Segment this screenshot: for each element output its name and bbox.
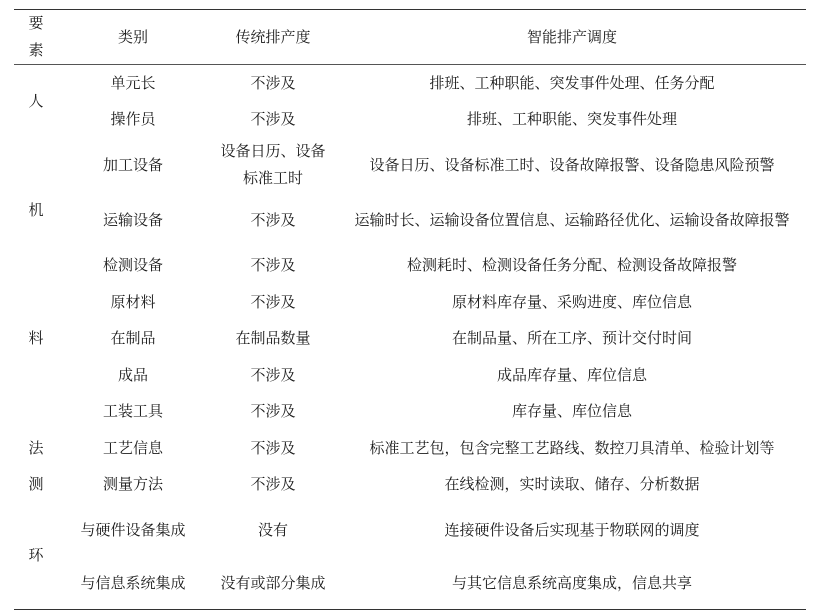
traditional-cell: 在制品数量 — [235, 329, 311, 348]
table-row — [14, 321, 806, 358]
factor-environment: 环 — [28, 546, 44, 565]
table-row — [14, 357, 806, 394]
table-row — [14, 467, 806, 504]
traditional-cell: 没有 — [257, 521, 288, 539]
category-cell: 成品 — [117, 365, 148, 384]
smart-cell: 在制品量、所在工序、预计交付时间 — [451, 329, 692, 348]
traditional-cell: 不涉及 — [250, 210, 296, 229]
smart-cell: 运输时长、运输设备位置信息、运输路径优化、运输设备故障报警 — [354, 210, 790, 229]
table-row — [14, 65, 806, 102]
table-row — [14, 138, 806, 193]
table-row — [14, 193, 806, 248]
traditional-cell: 不涉及 — [250, 73, 296, 92]
traditional-cell: 不涉及 — [250, 292, 296, 311]
smart-cell: 排班、工种职能、突发事件处理 — [466, 109, 677, 128]
category-cell: 测量方法 — [102, 475, 163, 494]
table-row — [14, 430, 806, 467]
factor-empty — [14, 394, 58, 431]
smart-cell: 成品库存量、库位信息 — [496, 365, 647, 384]
header-smart: 智能排产调度 — [526, 27, 617, 46]
smart-cell: 在线检测，实时读取、储存、分析数据 — [444, 475, 700, 494]
traditional-cell: 不涉及 — [250, 475, 296, 494]
category-cell: 检测设备 — [102, 256, 163, 275]
traditional-cell: 不涉及 — [250, 109, 296, 128]
table-row — [14, 101, 806, 138]
table-row — [14, 503, 806, 558]
comparison-table-wrapper — [14, 9, 806, 605]
smart-cell: 库存量、库位信息 — [511, 402, 632, 421]
table-row — [14, 394, 806, 431]
category-cell: 单元长 — [110, 73, 156, 92]
smart-cell: 与其它信息系统高度集成，信息共享 — [451, 573, 692, 592]
category-cell: 工艺信息 — [102, 438, 163, 457]
table-row — [14, 558, 806, 609]
category-cell: 操作员 — [110, 109, 156, 128]
smart-cell: 设备日历、设备标准工时、设备故障报警、设备隐患风险预警 — [369, 155, 775, 174]
scheduling-comparison-table — [14, 9, 806, 610]
traditional-cell: 设备日历、设备标准工时 — [220, 142, 326, 187]
factor-method: 法 — [28, 438, 44, 457]
traditional-cell: 不涉及 — [250, 438, 296, 457]
category-cell: 加工设备 — [102, 155, 163, 174]
category-cell: 原材料 — [110, 292, 156, 311]
category-cell: 在制品 — [110, 329, 156, 348]
smart-cell: 排班、工种职能、突发事件处理、任务分配 — [429, 73, 715, 92]
table-row — [14, 284, 806, 321]
factor-measure: 测 — [28, 475, 44, 494]
smart-cell: 原材料库存量、采购进度、库位信息 — [451, 292, 692, 311]
smart-cell: 检测耗时、检测设备任务分配、检测设备故障报警 — [406, 256, 737, 275]
traditional-cell: 不涉及 — [250, 256, 296, 275]
smart-cell: 标准工艺包，包含完整工艺路线、数控刀具清单、检验计划等 — [369, 438, 775, 457]
category-cell: 工装工具 — [102, 402, 163, 421]
traditional-cell: 不涉及 — [250, 402, 296, 421]
factor-machine: 机 — [28, 201, 44, 220]
traditional-cell: 不涉及 — [250, 365, 296, 384]
smart-cell: 连接硬件设备后实现基于物联网的调度 — [444, 521, 700, 539]
factor-person: 人 — [28, 91, 44, 110]
category-cell: 运输设备 — [102, 210, 163, 229]
category-cell: 与硬件设备集成 — [80, 521, 186, 539]
category-cell: 与信息系统集成 — [80, 573, 186, 592]
table-header-row — [14, 10, 806, 65]
factor-material: 料 — [28, 329, 44, 348]
header-category: 类别 — [117, 27, 148, 46]
traditional-cell: 没有或部分集成 — [220, 573, 326, 592]
table-row — [14, 248, 806, 285]
header-traditional: 传统排产度 — [235, 27, 311, 46]
header-factor: 要素 — [28, 14, 44, 59]
